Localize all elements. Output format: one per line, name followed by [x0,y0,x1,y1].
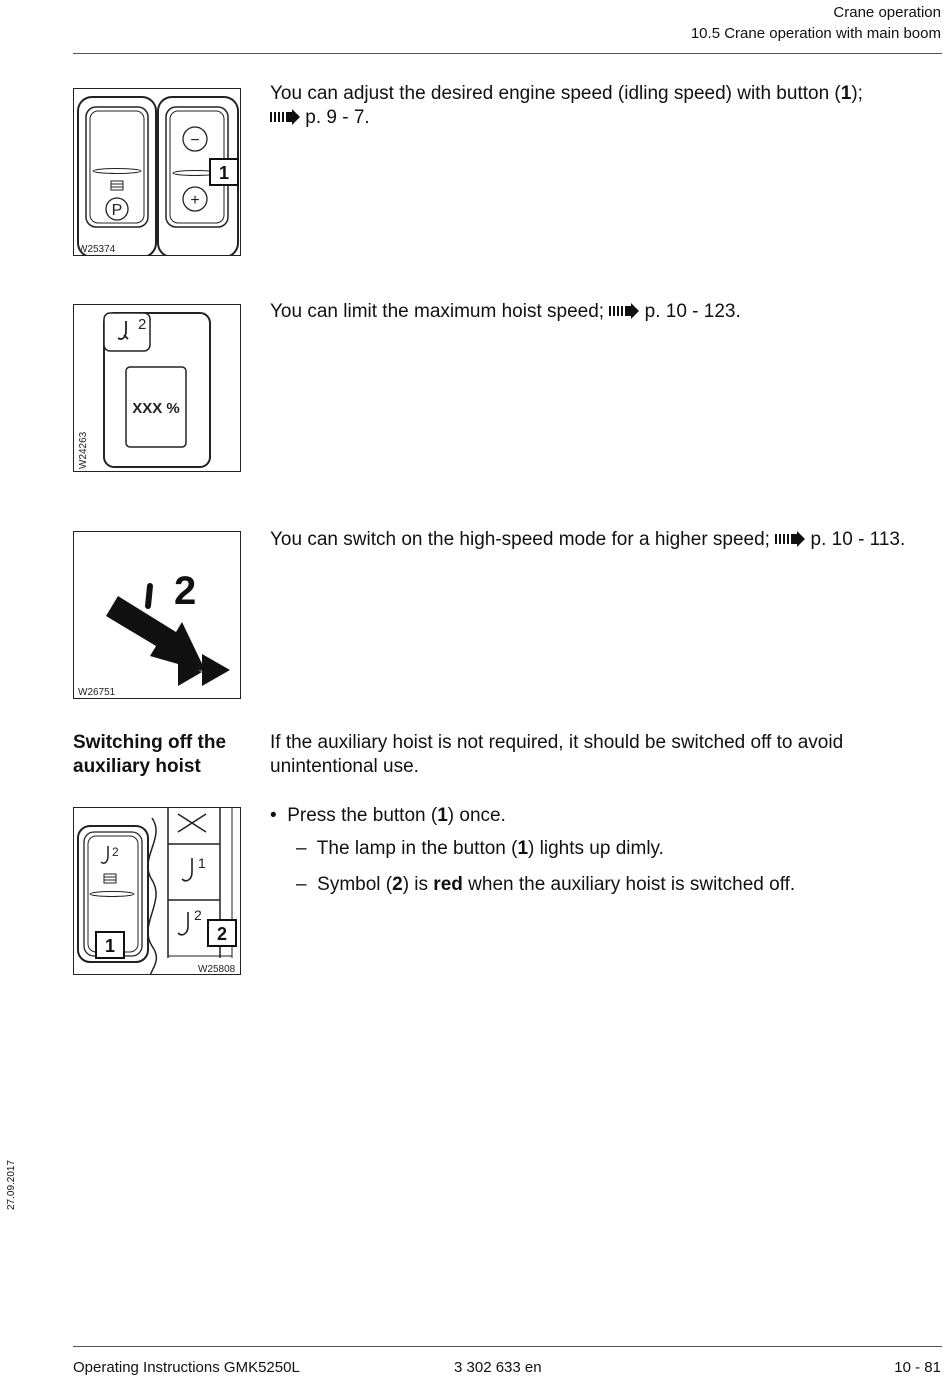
footer-page-number: 10 - 81 [894,1359,941,1376]
svg-text:1: 1 [198,855,206,871]
callout-1: 1 [218,163,230,183]
reference-arrow-icon [609,302,639,326]
reference-arrow-icon [775,530,805,554]
header-chapter: Crane operation [833,4,941,21]
park-symbol: P [111,202,123,219]
figure-code: W25374 [78,244,116,255]
header-section: 10.5 Crane operation with main boom [690,25,941,42]
svg-text:2: 2 [112,845,119,859]
paragraph-engine-speed: You can adjust the desired engine speed (idling speed) with button (1); p. 9 - 7. [270,82,942,132]
callout-2: 2 [216,924,228,944]
footer-title: Operating Instructions GMK5250L [73,1359,300,1376]
paragraph-hoist-speed: You can limit the maximum hoist speed; p. 10 - 123. [270,300,942,326]
figure-code: W26751 [78,687,116,698]
footer-rule [73,1346,942,1347]
hoist-number: 2 [174,569,197,613]
section-intro: If the auxiliary hoist is not required, it should be switched off to avoid unintentional use. [270,732,844,777]
header-rule [73,53,942,54]
sub-step-lamp: – The lamp in the button (1) lights up dimly. [296,838,664,859]
svg-text:2: 2 [194,907,202,923]
footer-document-number: 3 302 633 en [454,1359,542,1376]
figure-code: W25808 [198,964,236,975]
figure-high-speed-mode [73,531,241,699]
print-date: 27.09.2017 [6,1159,17,1210]
callout-1: 1 [104,936,116,956]
reference-link[interactable]: p. 10 - 113. [810,529,906,550]
plus-symbol: + [190,192,200,209]
reference-link[interactable]: p. 10 - 123. [644,301,741,322]
figure-engine-speed-buttons [73,88,241,256]
bullet-step: • Press the button (1) once. [270,805,506,826]
figure-hoist-speed-display [73,304,241,472]
figure-auxiliary-hoist-button [73,807,241,975]
paragraph-high-speed: You can switch on the high-speed mode for a higher speed; p. 10 - 113. [270,528,942,554]
minus-symbol: − [190,132,200,149]
section-heading: Switching off the auxiliary hoist [73,732,227,777]
figure-code: W24263 [78,431,89,469]
reference-link[interactable]: p. 9 - 7. [305,107,370,128]
reference-arrow-icon [270,108,300,132]
hoist-number: 2 [138,316,147,333]
sub-step-symbol: – Symbol (2) is red when the auxiliary hoist is switched off. [296,874,796,895]
speed-display-value: XXX % [132,400,180,417]
